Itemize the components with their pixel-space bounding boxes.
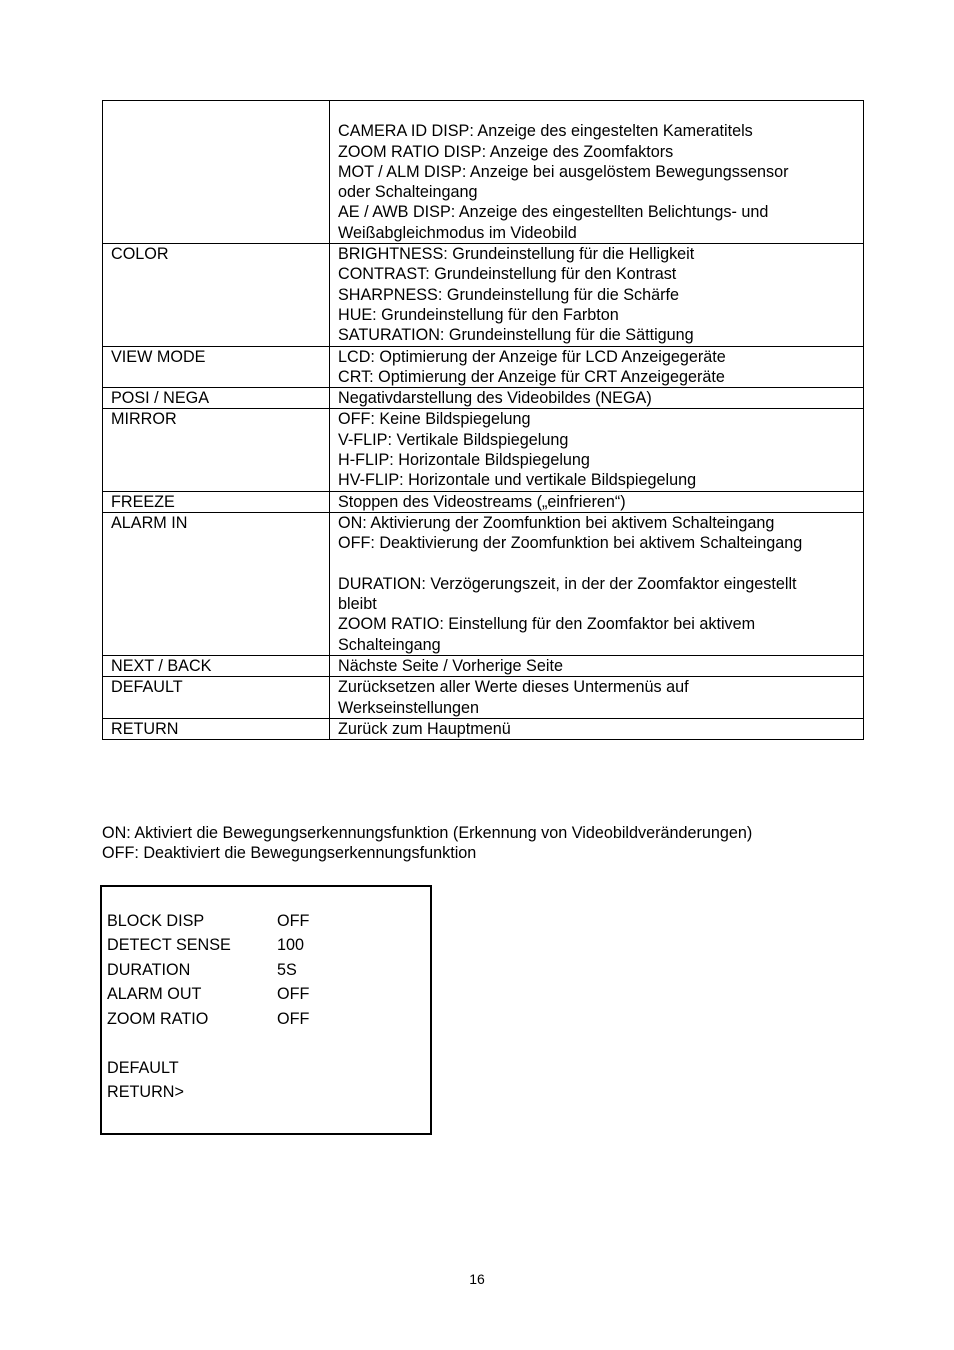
description-line: Weißabgleichmodus im Videobild [338,223,577,242]
table-row [103,388,864,409]
description-line: H-FLIP: Horizontale Bildspiegelung [338,451,590,470]
menu-item-description [330,718,864,739]
table-row [103,491,864,512]
intro-on-text: ON: Aktiviert die Bewegungserkennungsfunktion (Erkennung von Videobildveränderungen) [102,824,753,842]
menu-item-label: MIRROR [103,409,330,491]
osd-item-label: ZOOM RATIO [107,1009,209,1028]
osd-item-label: ALARM OUT [107,985,202,1004]
menu-item-label: FREEZE [103,491,330,512]
osd-item-value: 100 [277,936,305,955]
menu-item-label-empty [103,101,330,244]
description-line: V-FLIP: Vertikale Bildspiegelung [338,430,569,449]
osd-default-item: DEFAULT [107,1058,179,1077]
menu-item-description [330,491,864,512]
table-row [103,677,864,719]
menu-item-label: NEXT / BACK [103,656,330,677]
motion-detection-intro [102,823,902,864]
osd-item-value: OFF [277,985,310,1004]
description-line: SATURATION: Grundeinstellung für die Sättigung [338,326,694,345]
description-line: HV-FLIP: Horizontale und vertikale Bildspiegelung [338,471,697,490]
description-line: HUE: Grundeinstellung für den Farbton [338,305,619,324]
menu-item-description [330,656,864,677]
description-line: Negativdarstellung des Videobildes (NEGA) [338,389,652,408]
menu-item-description [330,677,864,719]
table-row [103,718,864,739]
osd-menu-row [107,958,309,982]
menu-item-label: COLOR [103,244,330,346]
description-line: MOT / ALM DISP: Anzeige bei ausgelöstem Bewegungssensor [338,162,789,181]
description-line: Stoppen des Videostreams („einfrieren“) [338,492,626,511]
intro-off-text: OFF: Deaktiviert die Bewegungserkennungsfunktion [102,844,477,863]
description-line: Zurück zum Hauptmenü [338,719,511,738]
description-line: CRT: Optimierung der Anzeige für CRT Anzeigegeräte [338,367,725,386]
menu-item-description [330,244,864,346]
osd-menu-box [100,885,432,1135]
table-row [103,512,864,655]
osd-item-value: 5S [277,960,297,979]
description-line: ZOOM RATIO: Einstellung für den Zoomfaktor bei aktivem [338,615,756,634]
menu-description-table [102,100,864,740]
description-line: ZOOM RATIO DISP: Anzeige des Zoomfaktors [338,142,674,161]
menu-item-label: RETURN [103,718,330,739]
description-line: ON: Aktivierung der Zoomfunktion bei aktivem Schalteingang [338,513,775,532]
osd-item-label: DURATION [107,960,191,979]
description-line: bleibt [338,595,377,614]
page-number: 16 [469,1271,485,1287]
menu-item-description [330,409,864,491]
osd-menu-row [107,1007,309,1031]
menu-item-label: POSI / NEGA [103,388,330,409]
description-line: Zurücksetzen aller Werte dieses Untermenüs auf [338,678,689,697]
description-line: CAMERA ID DISP: Anzeige des eingestelten Kameratitels [338,122,753,141]
menu-item-label: ALARM IN [103,512,330,655]
table-row [103,346,864,388]
description-line: CONTRAST: Grundeinstellung für den Kontrast [338,265,677,284]
menu-item-description [330,388,864,409]
description-line: OFF: Deaktivierung der Zoomfunktion bei aktivem Schalteingang [338,534,803,553]
osd-item-value: OFF [277,912,310,930]
table-body [103,101,864,740]
description-line: oder Schalteingang [338,183,478,202]
osd-spacer [107,1031,309,1056]
menu-item-description [330,101,864,244]
osd-menu-row [107,909,309,933]
menu-item-description [330,512,864,655]
osd-item-value: OFF [277,1009,310,1028]
description-line: LCD: Optimierung der Anzeige für LCD Anzeigegeräte [338,347,726,366]
osd-return-item: RETURN> [107,1083,184,1102]
description-line: SHARPNESS: Grundeinstellung für die Schärfe [338,285,680,304]
table-row [103,409,864,491]
blank-line [338,101,863,121]
description-line: BRIGHTNESS: Grundeinstellung für die Helligkeit [338,245,695,264]
description-line: DURATION: Verzögerungszeit, in der der Zoomfaktor eingestellt [338,574,797,593]
osd-item-label: DETECT SENSE [107,936,231,955]
osd-menu-rows [107,909,309,1105]
description-line: Schalteingang [338,635,441,654]
description-line: OFF: Keine Bildspiegelung [338,410,531,429]
osd-menu-row [107,933,309,957]
table-row [103,656,864,677]
menu-item-description [330,346,864,388]
osd-menu-row [107,982,309,1006]
menu-item-label: DEFAULT [103,677,330,719]
osd-item-label: BLOCK DISP [107,912,205,930]
description-line: Nächste Seite / Vorherige Seite [338,657,563,676]
table-row [103,101,864,244]
blank-line [338,554,863,574]
menu-item-label: VIEW MODE [103,346,330,388]
table-row [103,244,864,346]
description-line: AE / AWB DISP: Anzeige des eingestellten Belichtungs- und [338,203,769,222]
description-line: Werkseinstellungen [338,698,479,717]
